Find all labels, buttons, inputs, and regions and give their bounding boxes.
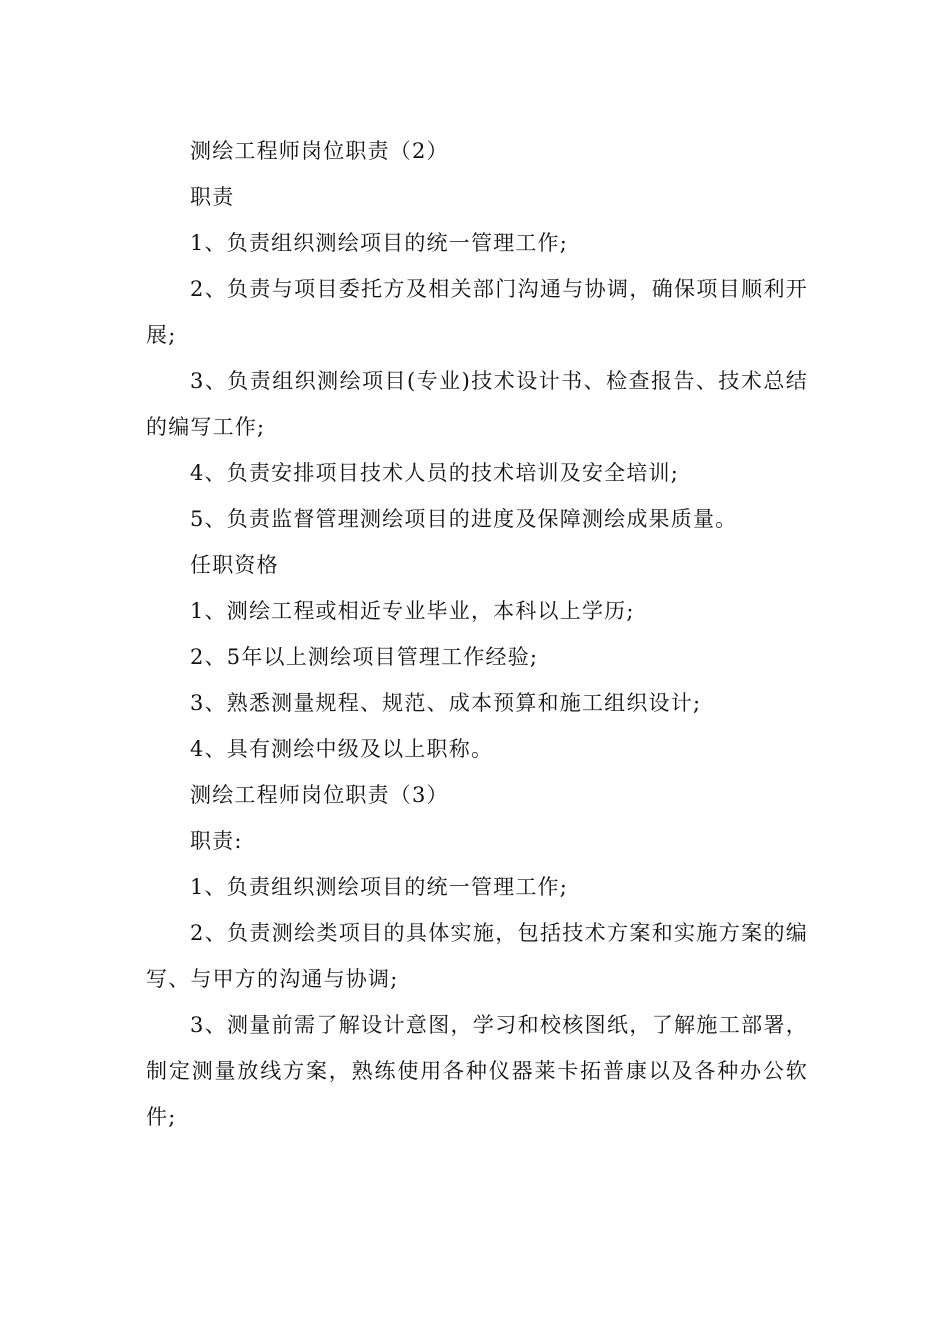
section-title-3: 测绘工程师岗位职责（3） <box>190 783 449 807</box>
duty3-item-2: 2、负责测绘类项目的具体实施，包括技术方案和实施方案的编写、与甲方的沟通与协调; <box>146 921 808 991</box>
heading-qualifications: 任职资格 <box>190 553 279 577</box>
section-title-2: 测绘工程师岗位职责（2） <box>190 139 449 163</box>
qualification-item-3: 3、熟悉测量规程、规范、成本预算和施工组织设计; <box>190 691 702 715</box>
qualification-item-4: 4、具有测绘中级及以上职称。 <box>190 737 494 761</box>
duty-item-2: 2、负责与项目委托方及相关部门沟通与协调，确保项目顺利开展; <box>146 277 808 347</box>
qualification-item-1: 1、测绘工程或相近专业毕业，本科以上学历; <box>190 599 635 623</box>
heading-duties-3: 职责: <box>190 829 243 853</box>
qualification-item-2: 2、5年以上测绘项目管理工作经验; <box>190 645 539 669</box>
duty-item-5: 5、负责监督管理测绘项目的进度及保障测绘成果质量。 <box>190 507 738 531</box>
duty-item-4: 4、负责安排项目技术人员的技术培训及安全培训; <box>190 461 680 485</box>
document-body <box>146 128 808 1140</box>
duty-item-3: 3、负责组织测绘项目(专业)技术设计书、检查报告、技术总结的编写工作; <box>146 369 808 439</box>
duty-item-1: 1、负责组织测绘项目的统一管理工作; <box>190 231 569 255</box>
duty3-item-1: 1、负责组织测绘项目的统一管理工作; <box>190 875 569 899</box>
duty3-item-3: 3、测量前需了解设计意图，学习和校核图纸，了解施工部署，制定测量放线方案，熟练使用各种仪器莱卡拓普康以及各种办公软件; <box>146 1013 808 1129</box>
heading-duties: 职责 <box>190 185 235 209</box>
